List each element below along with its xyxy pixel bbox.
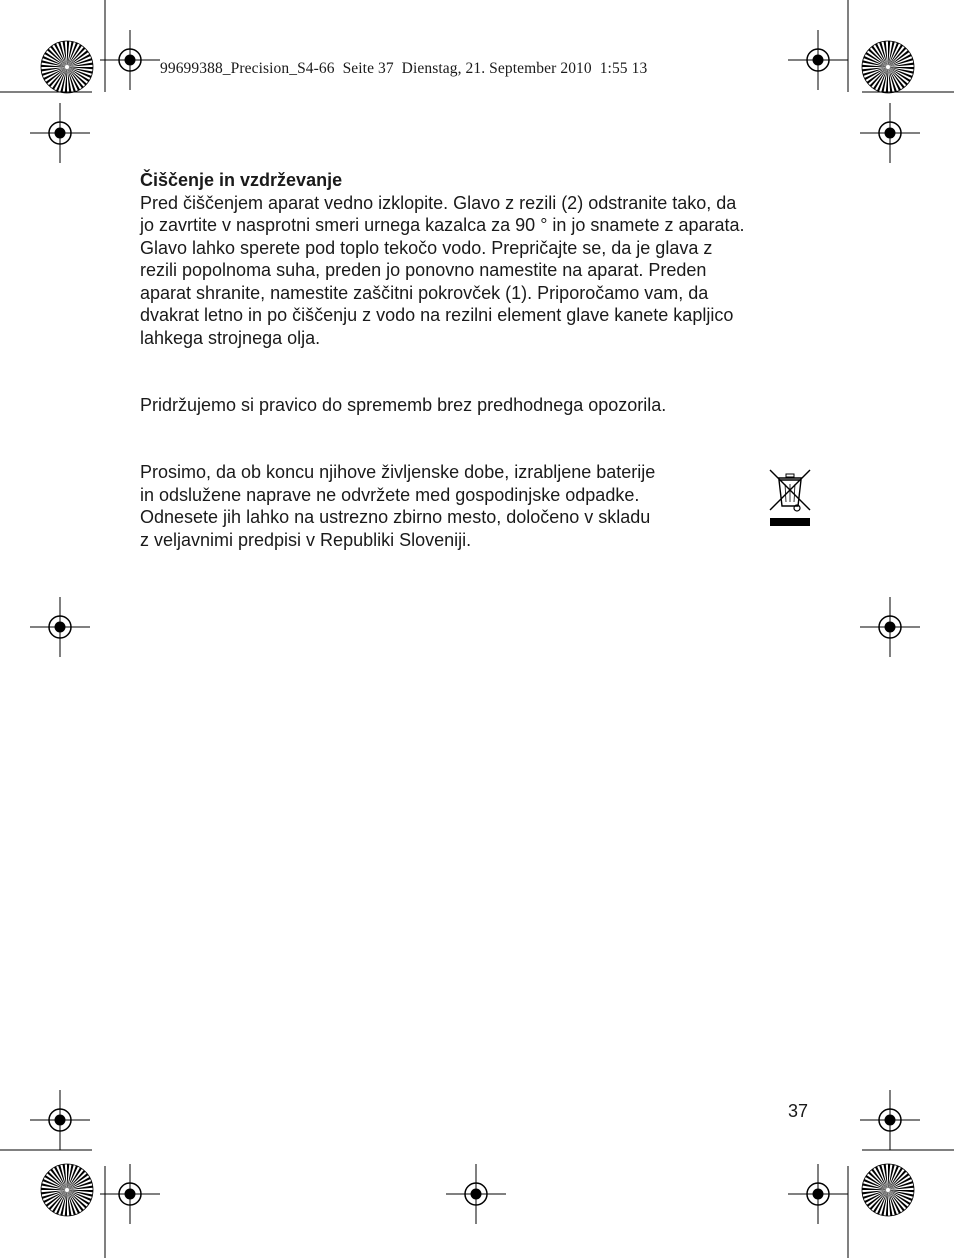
starburst-mark: [41, 1164, 93, 1216]
cleaning-section: [140, 169, 820, 349]
starburst-mark: [862, 1164, 914, 1216]
registration-mark: [860, 597, 920, 657]
cleaning-paragraph: [140, 192, 820, 350]
change-notice: Pridržujemo si pravico do sprememb brez predhodnega opozorila.: [140, 395, 667, 415]
text-line: in odslužene naprave ne odvržete med gospodinjske odpadke.: [140, 484, 640, 505]
registration-mark: [100, 30, 160, 90]
registration-mark: [30, 597, 90, 657]
text-line: lahkega strojnega olja.: [140, 327, 321, 348]
text-line: Prosimo, da ob koncu njihove življenske dobe, izrabljene baterije: [140, 462, 656, 482]
disposal-paragraph: [140, 461, 740, 551]
registration-mark: [30, 103, 90, 163]
text-line: Odnesete jih lahko na ustrezno zbirno mesto, določeno v skladu: [140, 507, 651, 527]
text-line: jo zavrtite v nasprotni smeri urnega kazalca za 90 ° in jo snamete z aparata.: [140, 215, 745, 235]
crossed-out-wheelie-bin-icon: [766, 466, 814, 530]
registration-mark: [446, 1164, 506, 1224]
registration-mark: [100, 1164, 160, 1224]
text-line: Pred čiščenjem aparat vedno izklopite. Glavo z rezili (2) odstranite tako, da: [140, 192, 737, 213]
registration-mark: [788, 1164, 848, 1224]
registration-mark: [860, 1090, 920, 1150]
text-line: dvakrat letno in po čiščenju z vodo na rezilni element glave kanete kapljico: [140, 305, 734, 325]
registration-mark: [30, 1090, 90, 1150]
registration-mark: [860, 103, 920, 163]
text-line: Glavo lahko sperete pod toplo tekočo vodo. Prepričajte se, da je glava z: [140, 237, 713, 258]
starburst-mark: [41, 41, 93, 93]
text-line: z veljavnimi predpisi v Republiki Sloveniji.: [140, 529, 472, 550]
text-line: rezili popolnoma suha, preden jo ponovno namestite na aparat. Preden: [140, 260, 707, 280]
registration-mark: [788, 30, 848, 90]
page-number: 37: [788, 1101, 809, 1121]
print-slug: 99699388_Precision_S4-66 Seite 37 Dienstag, 21. September 2010 1:55 13: [160, 60, 648, 77]
text-line: aparat shranite, namestite zaščitni pokrovček (1). Priporočamo vam, da: [140, 282, 709, 303]
section-heading: Čiščenje in vzdrževanje: [140, 170, 343, 190]
starburst-mark: [862, 41, 914, 93]
